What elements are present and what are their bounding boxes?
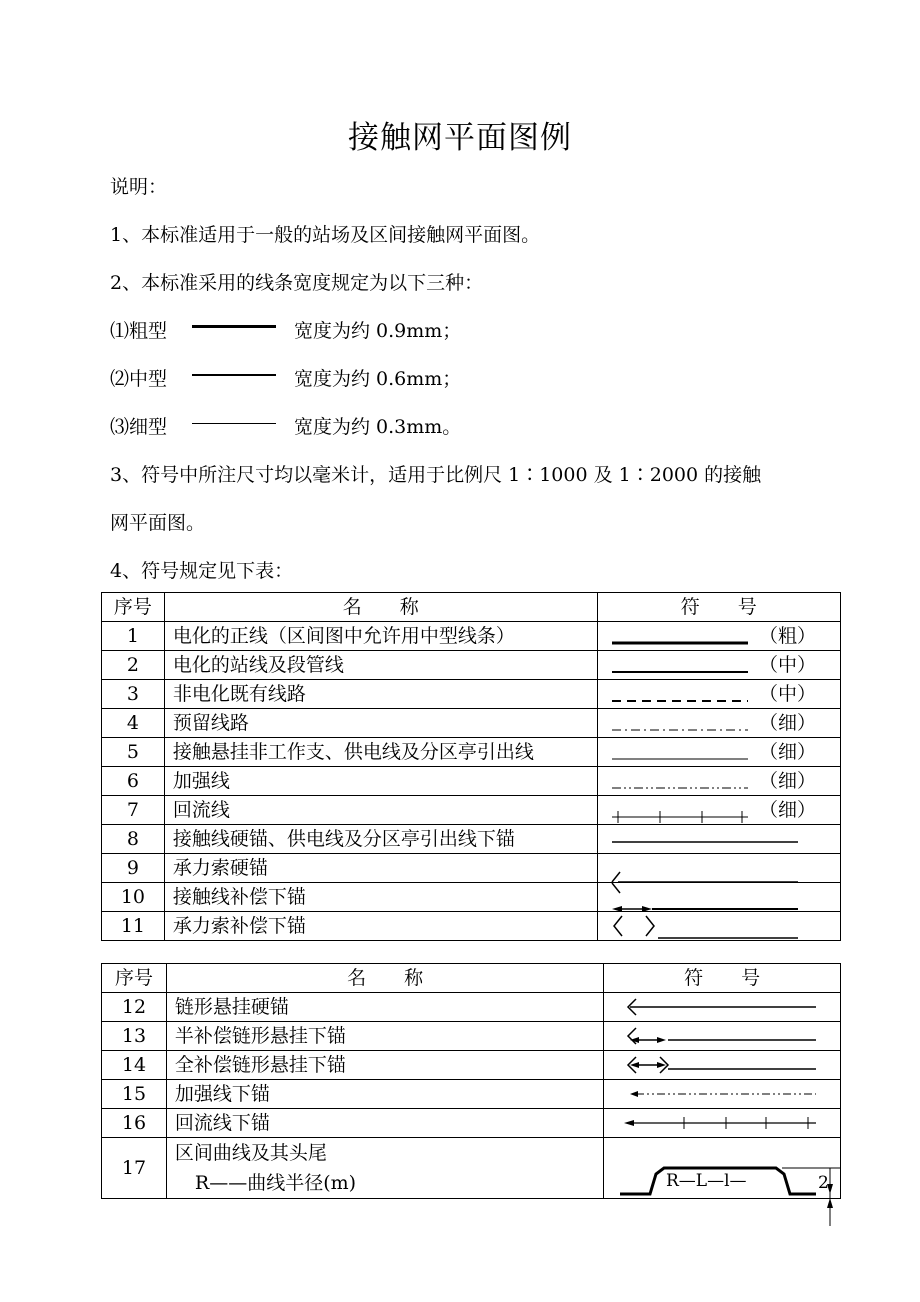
- header-no: 序号: [102, 964, 167, 993]
- thick-line-sample: [192, 325, 276, 328]
- row-name: 回流线: [164, 796, 597, 825]
- return-line-symbol: [598, 796, 758, 824]
- row-name: 非电化既有线路: [164, 680, 597, 709]
- row-name: 承力索补偿下锚: [164, 912, 597, 941]
- row-name: 链形悬挂硬锚: [166, 993, 603, 1022]
- table-row: [102, 912, 841, 941]
- symbol-cell: [604, 993, 841, 1022]
- dash-dot-line-symbol: [598, 709, 758, 737]
- row-no: 16: [102, 1109, 167, 1138]
- table-row: [102, 767, 841, 796]
- thin-line-symbol: [598, 738, 758, 766]
- symbol-cell: [597, 767, 840, 796]
- row-name: 承力索硬锚: [164, 854, 597, 883]
- thick-line-symbol: [598, 622, 758, 650]
- symbol-cell: [597, 738, 840, 767]
- row-no: 6: [102, 767, 165, 796]
- header-symbol: 符 号: [604, 964, 841, 993]
- line-grade: （中）: [758, 654, 816, 676]
- thin-line-sample: [192, 423, 276, 424]
- curve-symbol: [604, 1138, 841, 1204]
- row-no: 4: [102, 709, 165, 738]
- symbol-cell: [597, 651, 840, 680]
- row-name: 接触线补偿下锚: [164, 883, 597, 912]
- header-no: 序号: [102, 593, 165, 622]
- row-name: 半补偿链形悬挂下锚: [166, 1022, 603, 1051]
- table-row: [102, 1080, 841, 1109]
- symbol-cell: [597, 854, 840, 883]
- row-name: 预留线路: [164, 709, 597, 738]
- width-label-thin: ⑶细型: [110, 416, 168, 438]
- messenger-compensated-anchor-symbol: [598, 912, 842, 940]
- messenger-hard-anchor-symbol: [598, 854, 842, 882]
- symbol-cell: [604, 1051, 841, 1080]
- line-grade: （细）: [758, 770, 816, 792]
- line-grade: （细）: [758, 799, 816, 821]
- contact-compensated-anchor-symbol: [598, 883, 842, 911]
- table-row: [102, 825, 841, 854]
- line-grade: （细）: [758, 741, 816, 763]
- row-name: 电化的站线及段管线: [164, 651, 597, 680]
- row-no: 2: [102, 651, 165, 680]
- symbol-cell: [604, 1022, 841, 1051]
- symbol-cell: [604, 1080, 841, 1109]
- table-row: [102, 1022, 841, 1051]
- row-no: 12: [102, 993, 167, 1022]
- row-no: 17: [102, 1138, 167, 1199]
- table-row: [102, 1109, 841, 1138]
- row-no: 8: [102, 825, 165, 854]
- table-row: [102, 709, 841, 738]
- header-name: 名 称: [166, 964, 603, 993]
- curve-label: R—L—l—: [666, 1171, 747, 1191]
- table-row: [102, 1138, 841, 1199]
- symbol-cell: [604, 1109, 841, 1138]
- table-row: [102, 883, 841, 912]
- row-name: 电化的正线（区间图中允许用中型线条）: [164, 622, 597, 651]
- note-item-1: 1、本标准适用于一般的站场及区间接触网平面图。: [110, 224, 541, 246]
- table-row: [102, 651, 841, 680]
- symbol-cell: [597, 825, 840, 854]
- row-no: 15: [102, 1080, 167, 1109]
- table-row: [102, 680, 841, 709]
- width-label-thick: ⑴粗型: [110, 320, 168, 342]
- dashed-line-symbol: [598, 680, 758, 708]
- row-no: 1: [102, 622, 165, 651]
- width-desc-thin: 宽度为约 0.3mm。: [294, 416, 462, 438]
- return-anchor-symbol: [604, 1109, 841, 1137]
- row-no: 5: [102, 738, 165, 767]
- row-no: 3: [102, 680, 165, 709]
- row-no: 9: [102, 854, 165, 883]
- row-no: 13: [102, 1022, 167, 1051]
- table-row: [102, 993, 841, 1022]
- table-row: [102, 1051, 841, 1080]
- symbol-cell: [597, 680, 840, 709]
- row-name: 回流线下锚: [166, 1109, 603, 1138]
- width-desc-medium: 宽度为约 0.6mm；: [294, 368, 462, 390]
- full-compensated-anchor-symbol: [604, 1051, 841, 1079]
- width-desc-thick: 宽度为约 0.9mm；: [294, 320, 462, 342]
- row-name: 全补偿链形悬挂下锚: [166, 1051, 603, 1080]
- note-item-4: 4、符号规定见下表：: [110, 560, 294, 582]
- row-no: 7: [102, 796, 165, 825]
- row-name-main: 区间曲线及其头尾: [174, 1142, 327, 1164]
- table-row: [102, 854, 841, 883]
- table-header: [102, 964, 841, 993]
- feeder-anchor-symbol: [604, 1080, 841, 1108]
- table-row: [102, 738, 841, 767]
- symbol-table-2: [101, 963, 841, 1199]
- row-no: 10: [102, 883, 165, 912]
- row-name: 接触悬挂非工作支、供电线及分区亭引出线: [164, 738, 597, 767]
- row-name: 加强线: [164, 767, 597, 796]
- symbol-cell: [597, 796, 840, 825]
- notes-heading: 说明：: [110, 176, 168, 198]
- catenary-hard-anchor-symbol: [604, 993, 841, 1021]
- symbol-table-1: [101, 592, 841, 941]
- row-no: 11: [102, 912, 165, 941]
- symbol-cell: [597, 709, 840, 738]
- hard-anchor-line-symbol: [598, 825, 842, 853]
- half-compensated-anchor-symbol: [604, 1022, 841, 1050]
- row-no: 14: [102, 1051, 167, 1080]
- line-grade: （粗）: [758, 625, 816, 647]
- curve-dimension: 2: [818, 1173, 830, 1193]
- line-grade: （中）: [758, 683, 816, 705]
- row-name: 加强线下锚: [166, 1080, 603, 1109]
- header-symbol: 符 号: [597, 593, 840, 622]
- table-row: [102, 796, 841, 825]
- medium-line-symbol: [598, 651, 758, 679]
- note-item-2: 2、本标准采用的线条宽度规定为以下三种：: [110, 272, 484, 294]
- symbol-cell: [597, 883, 840, 912]
- row-name: [166, 1138, 603, 1199]
- note-item-3-cont: 网平面图。: [110, 512, 206, 534]
- symbol-cell: [597, 622, 840, 651]
- symbol-cell: [604, 1138, 841, 1199]
- page-title: 接触网平面图例: [348, 120, 572, 156]
- medium-line-sample: [192, 374, 276, 376]
- row-name-sub: R——曲线半径(m): [194, 1172, 357, 1194]
- table-header: [102, 593, 841, 622]
- table-row: [102, 622, 841, 651]
- note-item-3: 3、符号中所注尺寸均以毫米计，适用于比例尺 1∶1000 及 1∶2000 的接触: [110, 464, 762, 486]
- line-grade: （细）: [758, 712, 816, 734]
- dash-dot-dot-line-symbol: [598, 767, 758, 795]
- header-name: 名 称: [164, 593, 597, 622]
- symbol-cell: [597, 912, 840, 941]
- row-name: 接触线硬锚、供电线及分区亭引出线下锚: [164, 825, 597, 854]
- width-label-medium: ⑵中型: [110, 368, 168, 390]
